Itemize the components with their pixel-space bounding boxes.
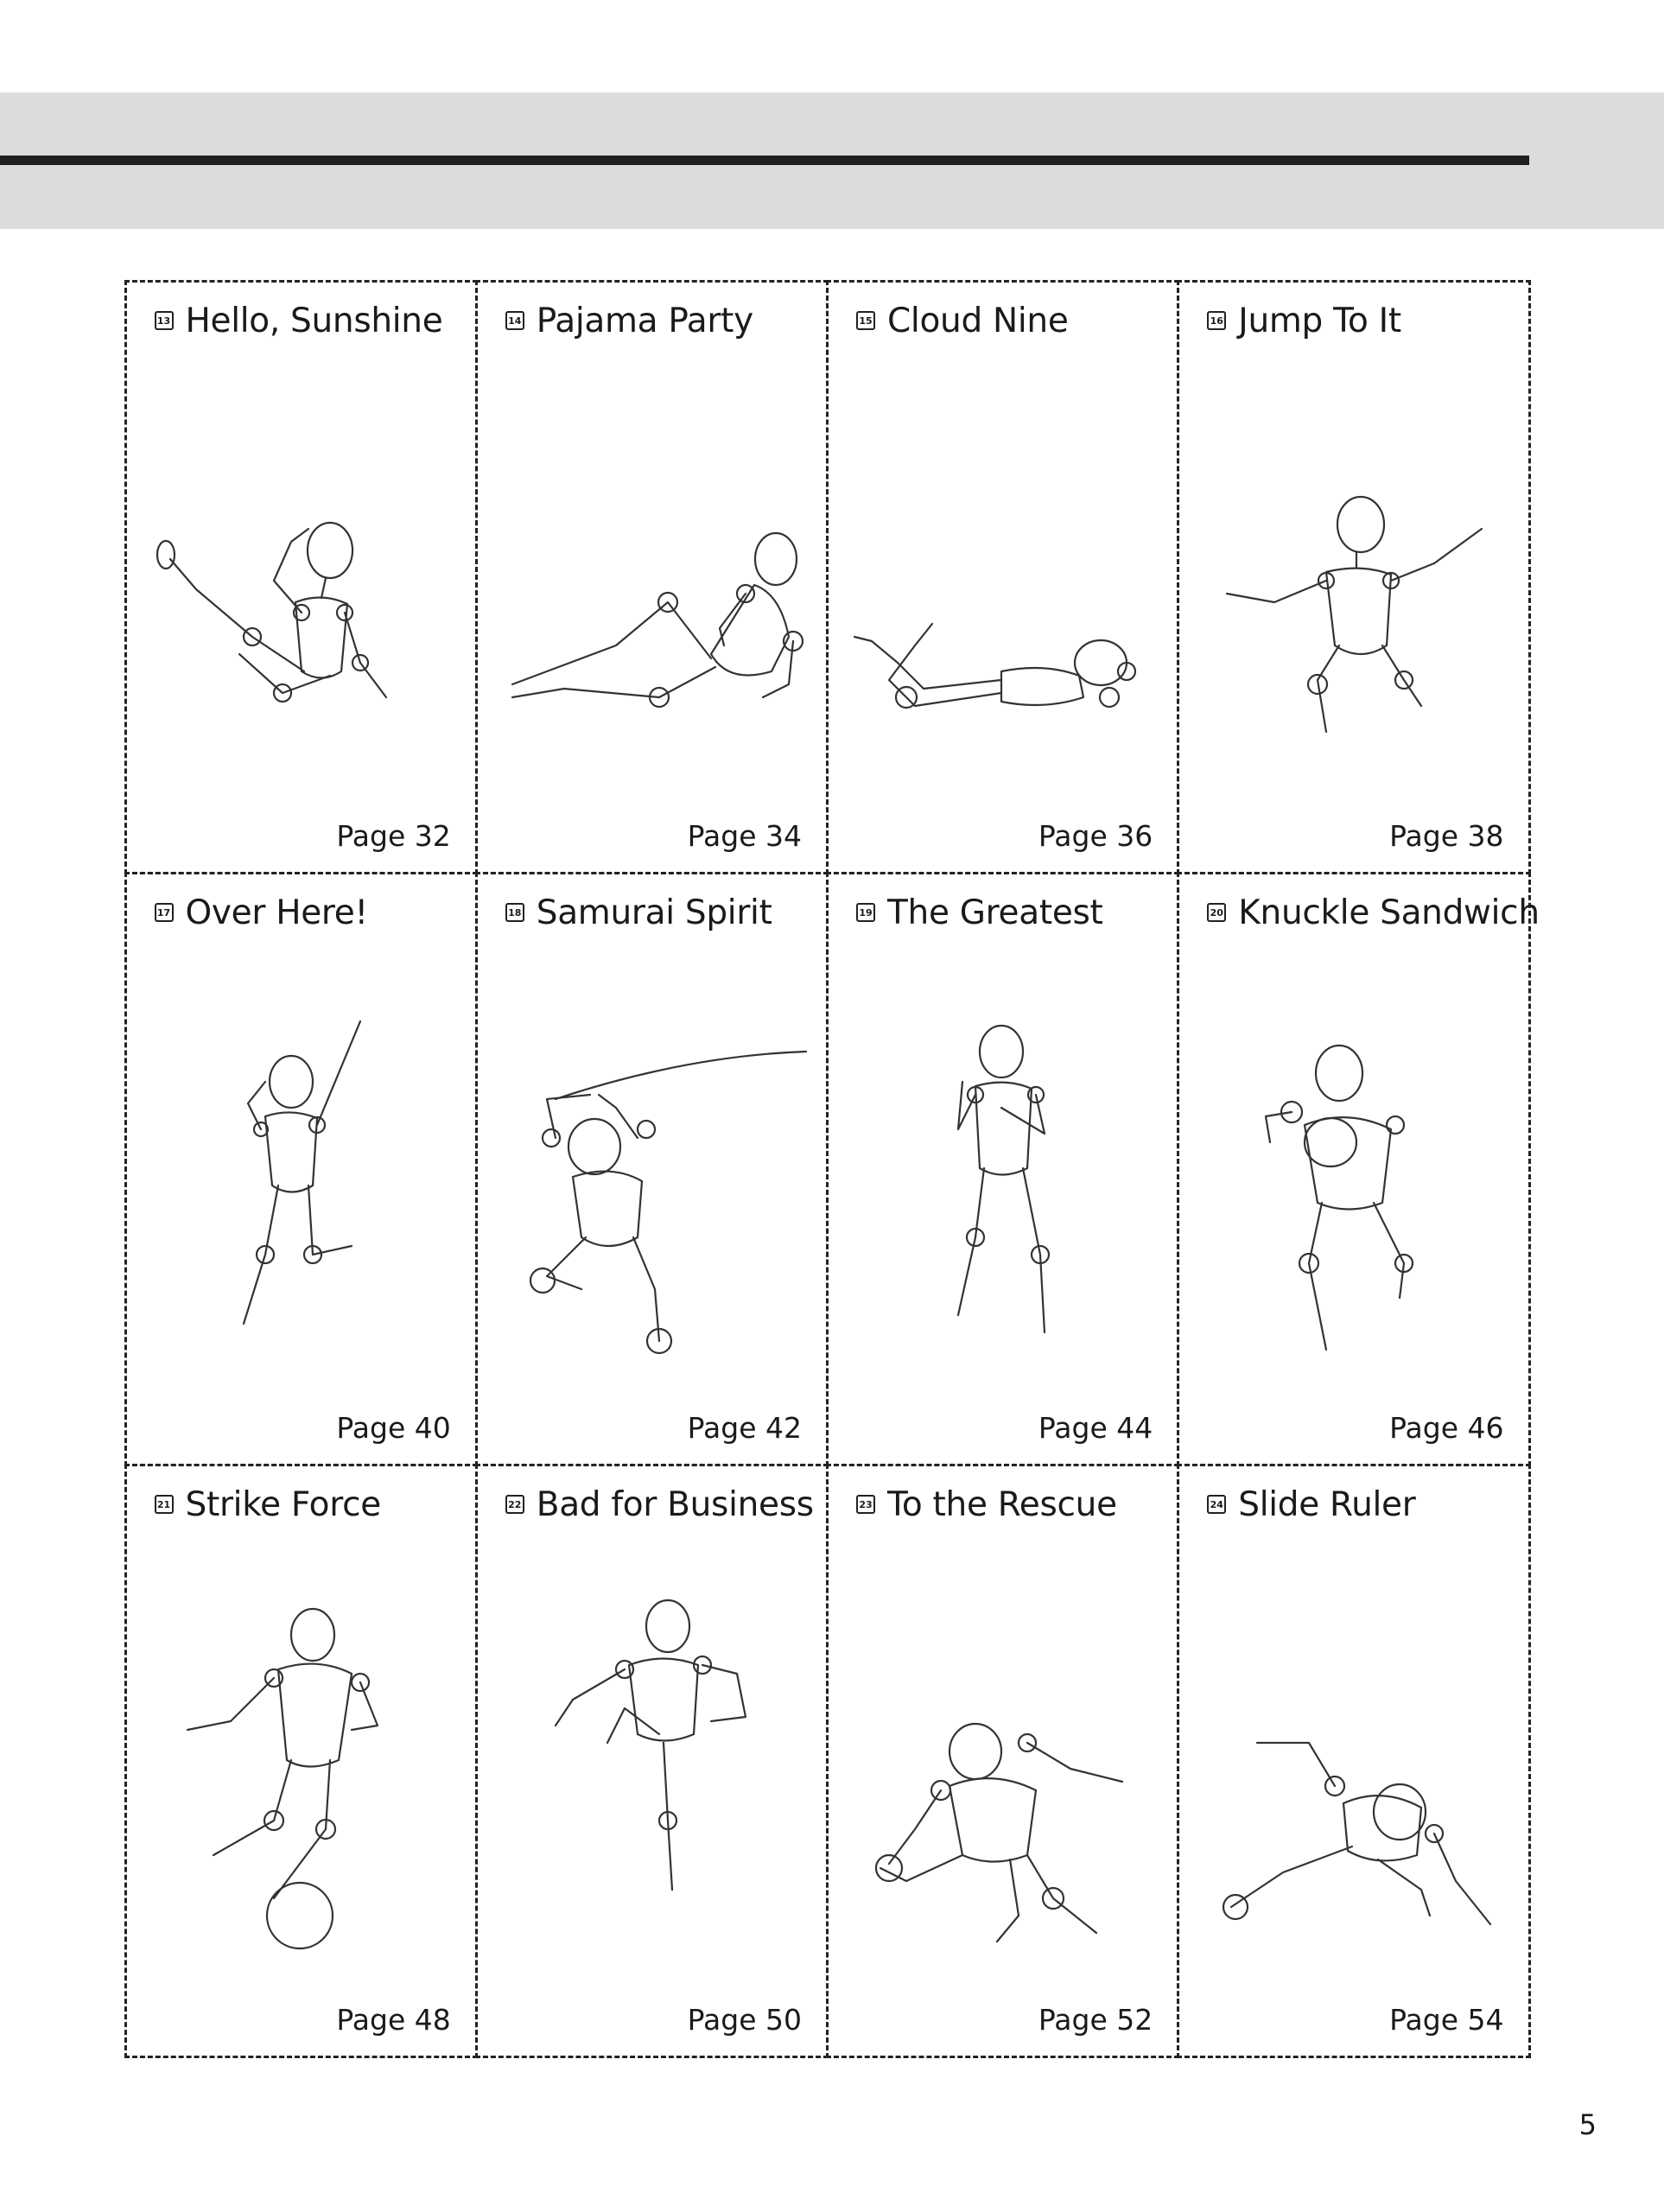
card-title — [155, 302, 443, 340]
pose-title: Strike Force — [185, 1484, 381, 1524]
boxing-stance-pose-figure-icon — [846, 978, 1161, 1376]
pose-title: Bad for Business — [536, 1484, 814, 1524]
pose-number-badge: 21 — [155, 1495, 174, 1514]
card-title — [505, 893, 772, 932]
jumping-pose-figure-icon — [1197, 386, 1512, 784]
lying-prone-pose-figure-icon — [846, 386, 1161, 784]
page-reference: Page 48 — [336, 2002, 451, 2037]
soccer-kick-pose-figure-icon — [144, 1570, 460, 1967]
page-reference: Page 42 — [687, 1410, 802, 1445]
pose-number-badge: 14 — [505, 311, 524, 330]
page-reference: Page 44 — [1038, 1410, 1153, 1445]
card-title — [856, 1485, 1117, 1524]
pose-card[interactable] — [1177, 280, 1530, 874]
pose-card[interactable] — [124, 1464, 478, 2058]
reclining-pose-figure-icon — [495, 386, 810, 784]
card-title — [505, 302, 753, 340]
sword-kneeling-pose-figure-icon — [495, 978, 810, 1376]
pose-number-badge: 16 — [1207, 311, 1226, 330]
page-reference: Page 54 — [1389, 2002, 1504, 2037]
pose-title: Samurai Spirit — [536, 893, 772, 932]
header-rule — [0, 156, 1529, 165]
pose-number-badge: 15 — [856, 311, 875, 330]
pose-title: Pajama Party — [536, 301, 753, 340]
pose-number-badge: 20 — [1207, 903, 1226, 922]
pose-title: Cloud Nine — [887, 301, 1069, 340]
waving-pose-figure-icon — [144, 978, 460, 1376]
punching-pose-figure-icon — [1197, 978, 1512, 1376]
page-reference: Page 36 — [1038, 818, 1153, 853]
pose-card[interactable] — [124, 280, 478, 874]
pose-title: To the Rescue — [887, 1484, 1117, 1524]
card-title — [155, 893, 368, 932]
page-reference: Page 46 — [1389, 1410, 1504, 1445]
card-title — [856, 302, 1069, 340]
pose-title: Knuckle Sandwich — [1238, 893, 1540, 932]
pose-title: The Greatest — [887, 893, 1103, 932]
page-reference: Page 32 — [336, 818, 451, 853]
page-reference: Page 34 — [687, 818, 802, 853]
pose-number-badge: 22 — [505, 1495, 524, 1514]
pose-number-badge: 17 — [155, 903, 174, 922]
pose-card[interactable] — [1177, 872, 1540, 1466]
card-title — [856, 893, 1103, 932]
page-number: 5 — [1578, 2108, 1597, 2141]
pose-card[interactable] — [124, 872, 478, 1466]
pose-card[interactable] — [1177, 1464, 1530, 2058]
card-title — [1207, 1485, 1415, 1524]
pose-title: Hello, Sunshine — [185, 301, 443, 340]
pose-number-badge: 18 — [505, 903, 524, 922]
crouching-landing-pose-figure-icon — [846, 1570, 1161, 1967]
pose-number-badge: 13 — [155, 311, 174, 330]
pose-card[interactable] — [826, 280, 1179, 874]
pose-card-grid — [125, 281, 1540, 2056]
card-title — [1207, 893, 1540, 932]
pose-title: Slide Ruler — [1238, 1484, 1416, 1524]
pose-number-badge: 23 — [856, 1495, 875, 1514]
card-title — [1207, 302, 1401, 340]
page-reference: Page 38 — [1389, 818, 1504, 853]
page-reference: Page 40 — [336, 1410, 451, 1445]
page-reference: Page 52 — [1038, 2002, 1153, 2037]
pose-number-badge: 19 — [856, 903, 875, 922]
page-reference: Page 50 — [687, 2002, 802, 2037]
pose-number-badge: 24 — [1207, 1495, 1226, 1514]
sliding-pose-figure-icon — [1197, 1570, 1512, 1967]
card-title — [155, 1485, 381, 1524]
pose-title: Over Here! — [185, 893, 368, 932]
high-kick-pose-figure-icon — [495, 1570, 810, 1967]
pose-card[interactable] — [475, 872, 829, 1466]
pose-card[interactable] — [826, 872, 1179, 1466]
card-title — [505, 1485, 814, 1524]
seated-pose-figure-icon — [144, 386, 460, 784]
pose-title: Jump To It — [1238, 301, 1401, 340]
pose-card[interactable] — [475, 280, 829, 874]
pose-card[interactable] — [475, 1464, 829, 2058]
pose-card[interactable] — [826, 1464, 1179, 2058]
